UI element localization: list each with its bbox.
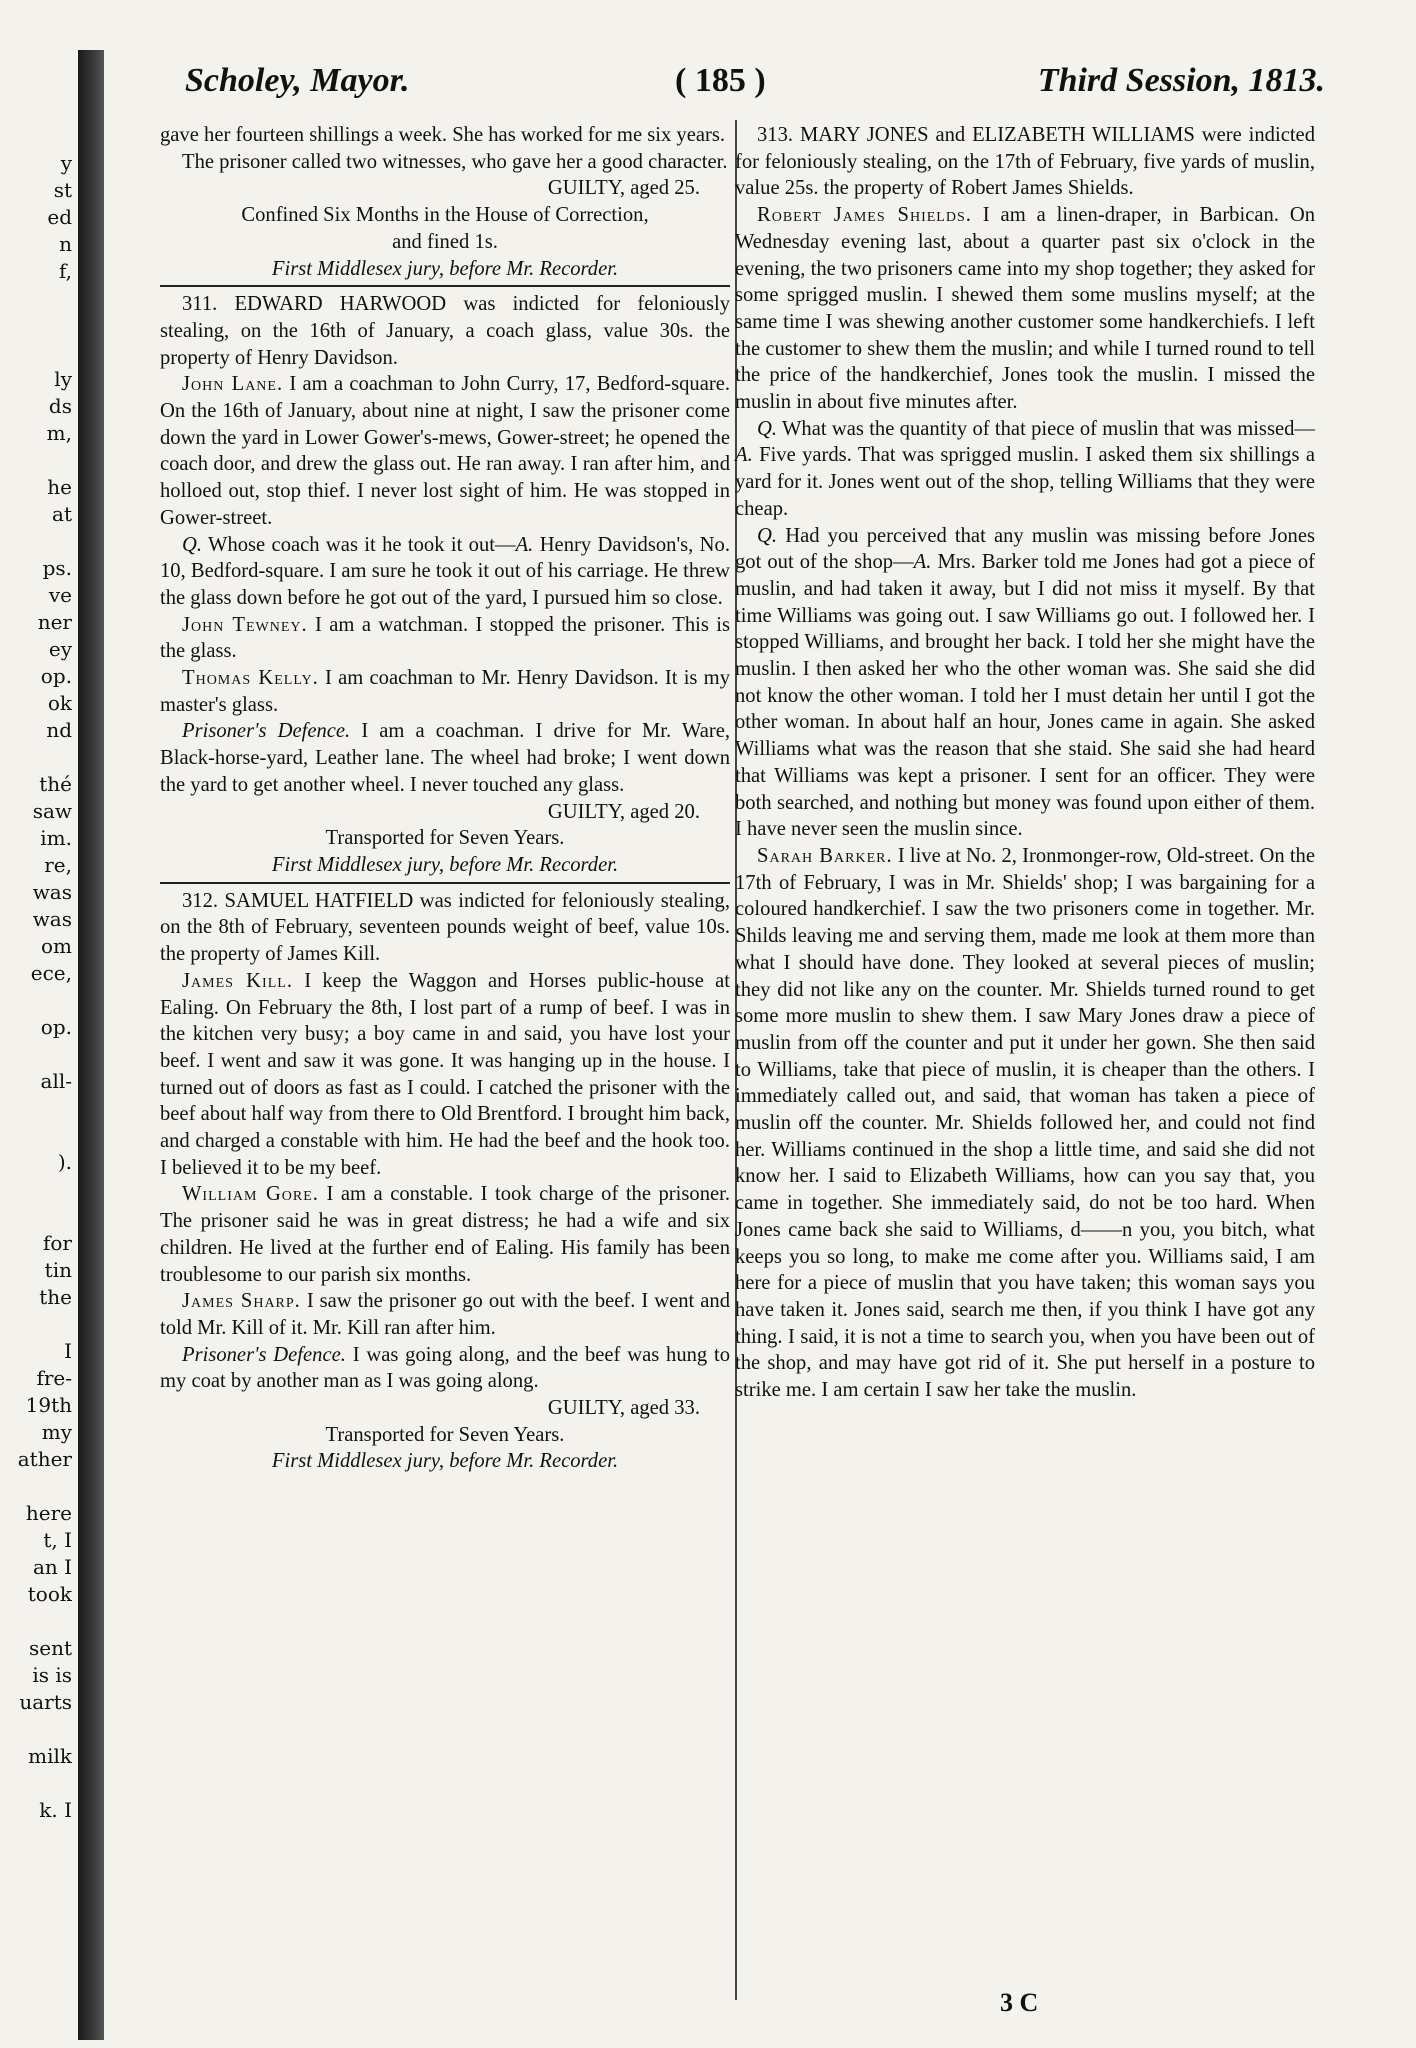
margin-fragment [2, 1311, 72, 1338]
margin-fragment: fre- [36, 1366, 72, 1390]
question-text: Had you perceived that any muslin was missing before Jones got out of the shop— [735, 524, 1316, 574]
witness-name: James Kill. [182, 969, 293, 992]
defence [160, 1342, 730, 1395]
margin-fragment: k. I [39, 1798, 72, 1822]
sentence: and fined 1s. [392, 230, 498, 253]
margin-fragment: all- [40, 1069, 72, 1093]
testimony-text: I am a linen-draper, in Barbican. On Wednesday evening last, about a quarter past six o'clock in the evening, the two prisoners came into my shop together; they asked for some sprigged muslin. I shewed them some muslins myself; at the same time I was shewing another customer some handkerchiefs. I left the customer to shew them the muslin; and while I turned round to tell the price of the handkerchief, Jones took the muslin. I missed the muslin in about five minutes after. [735, 204, 1315, 414]
q-label: Q. [182, 533, 203, 556]
margin-fragment: tin [44, 1258, 72, 1282]
margin-fragment: milk [28, 1744, 72, 1768]
witness-name: John Tewney. [182, 613, 308, 636]
question-answer [735, 523, 1315, 843]
testimony-text: I am coachman to Mr. Henry Davidson. It is my master's glass. [160, 667, 730, 716]
margin-fragment: was [32, 880, 72, 904]
margin-fragment: ve [48, 583, 72, 607]
testimony [160, 1288, 730, 1341]
jury-line: First Middlesex jury, before Mr. Recorder. [160, 256, 730, 288]
testimony-text: I live at No. 2, Ironmonger-row, Old-street. On the 17th of February, I was in Mr. Shields' shop; I was bargaining for a coloured handkerchief. I saw the two prisoners come in together. Mr. Shilds leaving me and serving them, made me look at them more than what I should have done. They looked at several pieces of muslin; they did not like any on the counter. Mr. Shields turned round to get some more muslin to shew them. I saw Mary Jones draw a piece of muslin from off the counter and put it under her gown. She then said to Williams, take that piece of muslin, it is cheaper than the others. I immediately called out, and said, that woman has taken a piece of muslin off the counter. Mr. Shields followed her, and could not find her. Williams continued in the shop a little time, and said she did not know her. I said to Elizabeth Williams, how can you say that, you came in together. She immediately said, do not be too hard. When Jones came back she said to Williams, d——n you, you bitch, what keeps you so long, to make me come after you. Williams said, I am here for a piece of muslin that you have taken; this woman says you have taken it. Jones said, search me then, if you think I have got any thing. I said, it is not a time to search you, when you have been out of the shop, and may have got rid of it. She put herself in a posture to strike me. I am certain I saw her take the muslin. [735, 844, 1315, 1402]
case-313-heading: 313. MARY JONES and ELIZABETH WILLIAMS were indicted for feloniously stealing, on the 17th of February, five yards of muslin, value 25s. the property of Robert James Shields. [735, 124, 1315, 200]
margin-fragment: here [25, 1501, 72, 1525]
margin-fragment: ey [48, 637, 72, 661]
answer-text: Henry Davidson's, No. 10, Bedford-square. I am sure he took it out of his carriage. He threw the glass down before he got out of the yard, I pursued him so close. [160, 533, 730, 609]
margin-fragment: ed [47, 205, 72, 229]
margin-fragment: is is [32, 1663, 72, 1687]
question-text: What was the quantity of that piece of muslin that was missed— [781, 417, 1315, 440]
margin-fragment [2, 1095, 72, 1122]
witness-name: James Sharp. [182, 1290, 301, 1313]
margin-fragment [2, 1608, 72, 1635]
margin-fragment [2, 1176, 72, 1203]
answer-text: Five yards. That was sprigged muslin. I asked them six shillings a yard for it. Jones went out of the shop, telling Williams that they were cheap. [735, 444, 1315, 520]
witness-name: John Lane. [182, 373, 284, 396]
testimony-text: I am a coachman to John Curry, 17, Bedford-square. On the 16th of January, about nine at night, I saw the prisoner come down the yard in Lower Gower's-mews, Gower-street; he opened the coach door, and drew the glass out. He ran away. I ran after him, and holloed out, stop thief. I never lost sight of him. He was stopped in Gower-street. [160, 373, 730, 529]
margin-fragment [2, 1770, 72, 1797]
q-label: Q. [757, 417, 778, 440]
sentence: Confined Six Months in the House of Correction, [241, 204, 649, 227]
testimony-text: I saw the prisoner go out with the beef. I went and told Mr. Kill of it. Mr. Kill ran after him. [160, 1290, 730, 1339]
margin-fragment [2, 339, 72, 366]
margin-fragment: ). [57, 1150, 72, 1174]
jury-line: First Middlesex jury, before Mr. Recorder. [160, 852, 730, 884]
testimony [160, 371, 730, 531]
a-label: A. [515, 533, 534, 556]
signature-mark: 3 C [1000, 1988, 1039, 2017]
binding-spine [78, 50, 104, 2040]
margin-fragment: sent [28, 1636, 72, 1660]
testimony [735, 843, 1315, 1404]
margin-fragment [2, 285, 72, 312]
margin-fragment: t, I [43, 1528, 72, 1552]
margin-fragment: uarts [19, 1690, 72, 1714]
margin-fragment: im. [40, 826, 72, 850]
margin-fragment: ece, [30, 961, 72, 985]
margin-fragment: om [40, 934, 72, 958]
testimony [160, 1181, 730, 1288]
margin-fragment: ds [48, 394, 72, 418]
margin-fragment: I [64, 1339, 72, 1363]
paragraph: The prisoner called two witnesses, who gave her a good character. [182, 150, 728, 173]
testimony-text: I keep the Waggon and Horses public-house at Ealing. On February the 8th, I lost part of a rump of beef. I was in the kitchen very busy; a boy came in and said, you have lost your beef. I went and saw it was gone. It was hanging up in the house. I turned out of doors as fast as I could. I catched the prisoner with the beef about half way from there to Old Brentford. I brought him back, and charged a constable with him. He had the beef and the hook too. I believed it to be my beef. [160, 969, 730, 1179]
margin-fragment: at [52, 502, 72, 526]
margin-fragment [2, 1041, 72, 1068]
testimony [160, 612, 730, 665]
margin-fragment [2, 1716, 72, 1743]
margin-fragment [2, 528, 72, 555]
margin-fragment: he [47, 475, 72, 499]
margin-fragment: re, [44, 853, 72, 877]
adjacent-page-fragments [2, 150, 72, 1824]
margin-fragment: ner [37, 610, 72, 634]
witness-name: Sarah Barker. [757, 844, 893, 867]
defence [160, 718, 730, 798]
margin-fragment: for [42, 1231, 72, 1255]
testimony [160, 665, 730, 718]
margin-fragment: n [59, 232, 72, 256]
margin-fragment [2, 1203, 72, 1230]
paragraph: gave her fourteen shillings a week. She has worked for me six years. [160, 124, 726, 146]
margin-fragment: thé [39, 772, 72, 796]
margin-fragment [2, 744, 72, 771]
margin-fragment: m, [46, 421, 72, 445]
defence-label: Prisoner's Defence. [182, 1343, 346, 1366]
margin-fragment: y [60, 151, 72, 175]
margin-fragment: took [27, 1582, 72, 1606]
margin-fragment [2, 987, 72, 1014]
question-text: Whose coach was it he took it out— [208, 533, 516, 556]
a-label: A. [913, 551, 932, 574]
margin-fragment: op. [40, 664, 72, 688]
margin-fragment: 19th [25, 1393, 72, 1417]
margin-fragment: ather [17, 1447, 72, 1471]
question-answer [735, 416, 1315, 523]
left-column [160, 122, 730, 1475]
margin-fragment: was [32, 907, 72, 931]
running-header [185, 56, 1325, 112]
margin-fragment: ps. [42, 556, 72, 580]
right-column [735, 122, 1315, 1404]
page-number: ( 185 ) [675, 62, 766, 99]
case-311-heading: 311. EDWARD HARWOOD was indicted for feloniously stealing, on the 16th of January, a coach glass, value 30s. the property of Henry Davidson. [160, 293, 730, 369]
margin-fragment: ok [47, 691, 72, 715]
margin-fragment: op. [40, 1015, 72, 1039]
defence-label: Prisoner's Defence. [182, 720, 351, 743]
case-312-heading: 312. SAMUEL HATFIELD was indicted for feloniously stealing, on the 8th of February, seventeen pounds weight of beef, value 10s. the property of James Kill. [160, 889, 730, 966]
margin-fragment: my [41, 1420, 72, 1444]
margin-fragment: nd [46, 718, 72, 742]
witness-name: Robert James Shields. [757, 204, 972, 227]
margin-fragment: f, [58, 259, 72, 283]
sentence: Transported for Seven Years. [325, 1423, 565, 1446]
margin-fragment: ly [54, 367, 72, 391]
margin-fragment [2, 312, 72, 339]
header-session: Third Session, 1813. [1037, 62, 1325, 99]
testimony-text: I am a watchman. I stopped the prisoner. This is the glass. [160, 613, 730, 663]
testimony-text: I am a constable. I took charge of the prisoner. The prisoner said he was in great distress; he had a wife and six children. He lived at the further end of Ealing. His family has been troublesome to our parish six months. [160, 1183, 731, 1286]
header-mayor: Scholey, Mayor. [185, 62, 410, 99]
margin-fragment: st [53, 178, 72, 202]
a-label: A. [735, 444, 753, 467]
margin-fragment [2, 1473, 72, 1500]
verdict: GUILTY, aged 33. [547, 1397, 700, 1420]
defence-text: I am a coachman. I drive for Mr. Ware, Black-horse-yard, Leather lane. The wheel had broke; I went down the yard to get another wheel. I never touched any glass. [160, 720, 730, 796]
q-label: Q. [757, 524, 778, 547]
testimony [160, 968, 730, 1182]
sentence: Transported for Seven Years. [325, 827, 565, 850]
verdict: GUILTY, aged 25. [547, 177, 700, 200]
answer-text: Mrs. Barker told me Jones had got a piece of muslin, and had taken it away, but I did not miss it myself. By that time Williams was going out. I saw Williams go out. I followed her. I stopped Williams, and brought her back. I told her she might have the muslin. I then asked her who the other woman was. She said she did not know the other woman. I told her I must detain her until I got the other woman. In about half an hour, Jones came in again. She asked Williams what was the reason that she staid. She said she had heard that Williams was kept a prisoner. I sent for an officer. They were both searched, and nothing but money was found upon either of them. I have never seen the muslin since. [735, 551, 1315, 841]
defence-text: I was going along, and the beef was hung to my coat by another man as I was going along. [160, 1343, 731, 1393]
witness-name: Thomas Kelly. [182, 667, 319, 690]
margin-fragment: an I [32, 1555, 72, 1579]
testimony [735, 202, 1315, 416]
margin-fragment: saw [32, 799, 72, 823]
jury-line: First Middlesex jury, before Mr. Recorder. [271, 1450, 619, 1473]
witness-name: William Gore. [182, 1183, 319, 1206]
margin-fragment [2, 1122, 72, 1149]
verdict: GUILTY, aged 20. [547, 800, 700, 823]
margin-fragment: the [39, 1285, 72, 1309]
margin-fragment [2, 447, 72, 474]
question-answer [160, 532, 730, 612]
